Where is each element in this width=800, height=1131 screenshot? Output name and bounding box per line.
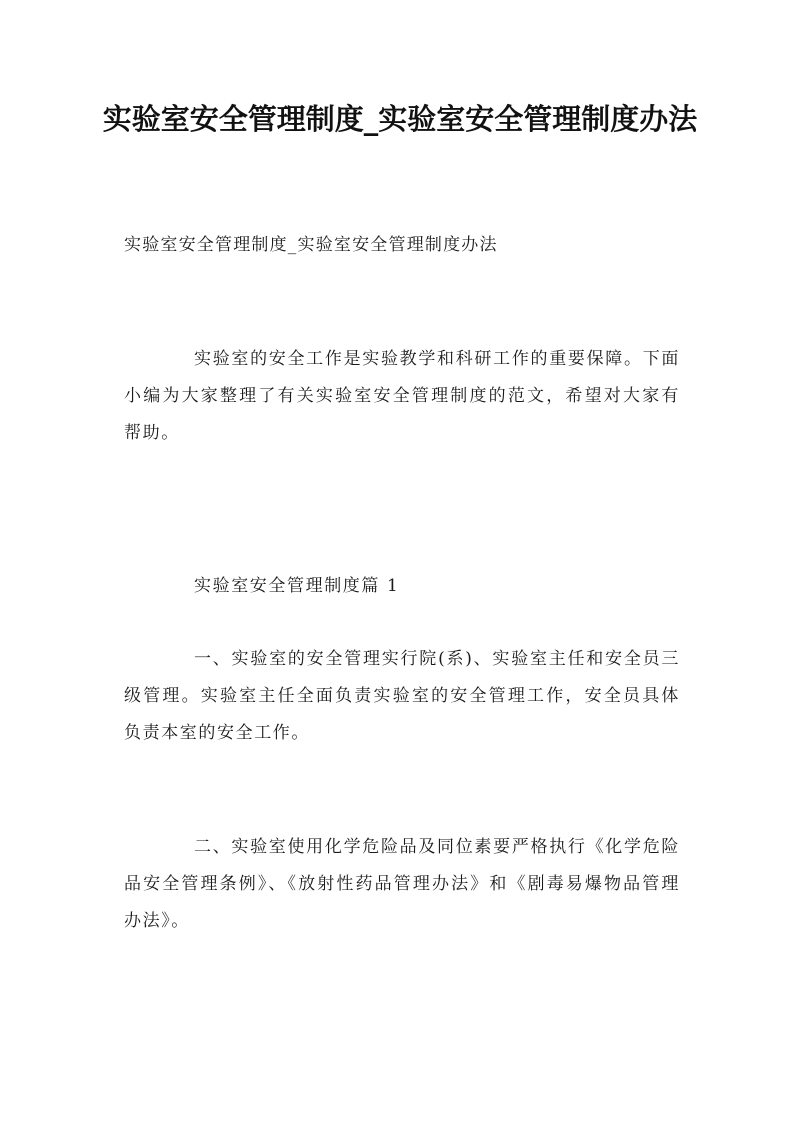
document-subtitle: 实验室安全管理制度_实验室安全管理制度办法 — [124, 235, 498, 255]
rule-paragraph-two: 二、实验室使用化学危险品及同位素要严格执行《化学危险品安全管理条例》、《放射性药品管理办法》和《剧毒易爆物品管理办法》。 — [124, 837, 680, 931]
document-title: 实验室安全管理制度_实验室安全管理制度办法 — [102, 102, 698, 136]
rule-paragraph-one: 一、实验室的安全管理实行院(系)、实验室主任和安全员三级管理。实验室主任全面负责实验室的安全管理工作，安全员具体负责本室的安全工作。 — [124, 649, 680, 743]
section-heading: 实验室安全管理制度篇 1 — [194, 576, 400, 596]
intro-paragraph: 实验室的安全工作是实验教学和科研工作的重要保障。下面小编为大家整理了有关实验室安全管理制度的范文，希望对大家有帮助。 — [124, 349, 680, 443]
